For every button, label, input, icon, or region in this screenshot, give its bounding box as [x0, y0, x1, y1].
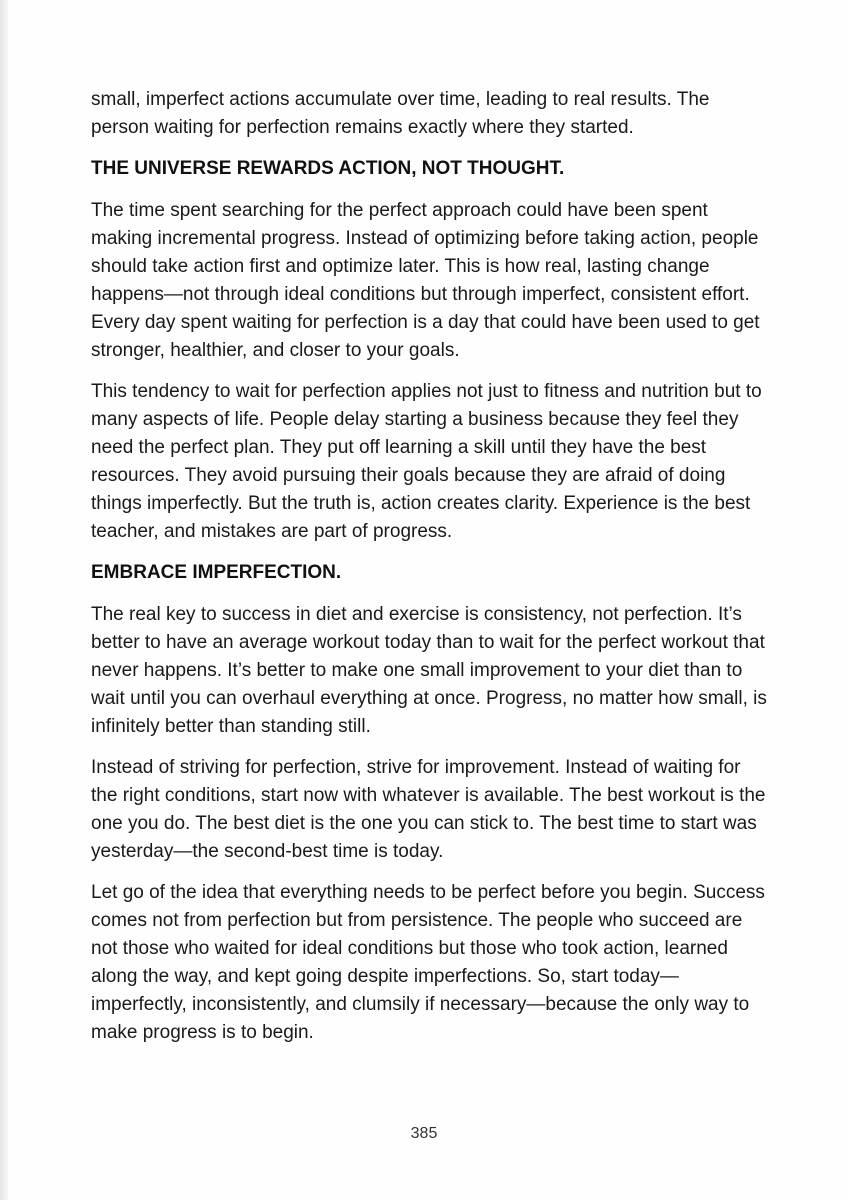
section-heading-action: THE UNIVERSE REWARDS ACTION, NOT THOUGHT. [91, 158, 565, 179]
paragraph-let-go: Let go of the idea that everything needs to be perfect before you begin. Success comes not from perfection but from persistence. The people who succeed are not those who waited for ideal conditions but those who took action, learned along the way, and kept going despite imperfections. So, start today—imperfectly, inconsistently, and clumsily if necessary—because the only way to make progress is to begin. [91, 882, 765, 1043]
page-number: 385 [410, 1125, 438, 1142]
page-edge-shadow [0, 0, 8, 1200]
paragraph-intro: small, imperfect actions accumulate over time, leading to real results. The person waiting for perfection remains exactly where they started. [91, 89, 710, 138]
page-body [91, 86, 771, 1060]
paragraph-real-key: The real key to success in diet and exercise is consistency, not perfection. It’s better to have an average workout today than to wait for the perfect workout that never happens. It’s better to make one small improvement to your diet than to wait until you can overhaul everything at once. Progress, no matter how small, is infinitely better than standing still. [91, 604, 767, 737]
paragraph-tendency: This tendency to wait for perfection applies not just to fitness and nutrition but to many aspects of life. People delay starting a business because they feel they need the perfect plan. They put off learning a skill until they have the best resources. They avoid pursuing their goals because they are afraid of doing things imperfectly. But the truth is, action creates clarity. Experience is the best teacher, and mistakes are part of progress. [91, 381, 762, 542]
section-heading-imperfection: EMBRACE IMPERFECTION. [91, 562, 342, 583]
paragraph-time-spent: The time spent searching for the perfect approach could have been spent making incremental progress. Instead of optimizing before taking action, people should take action first and optimize later. This is how real, lasting change happens—not through ideal conditions but through imperfect, consistent effort. Every day spent waiting for perfection is a day that could have been used to get stronger, healthier, and closer to your goals. [91, 200, 760, 361]
paragraph-strive: Instead of striving for perfection, strive for improvement. Instead of waiting for the right conditions, start now with whatever is available. The best workout is the one you do. The best diet is the one you can stick to. The best time to start was yesterday—the second-best time is today. [91, 757, 766, 862]
